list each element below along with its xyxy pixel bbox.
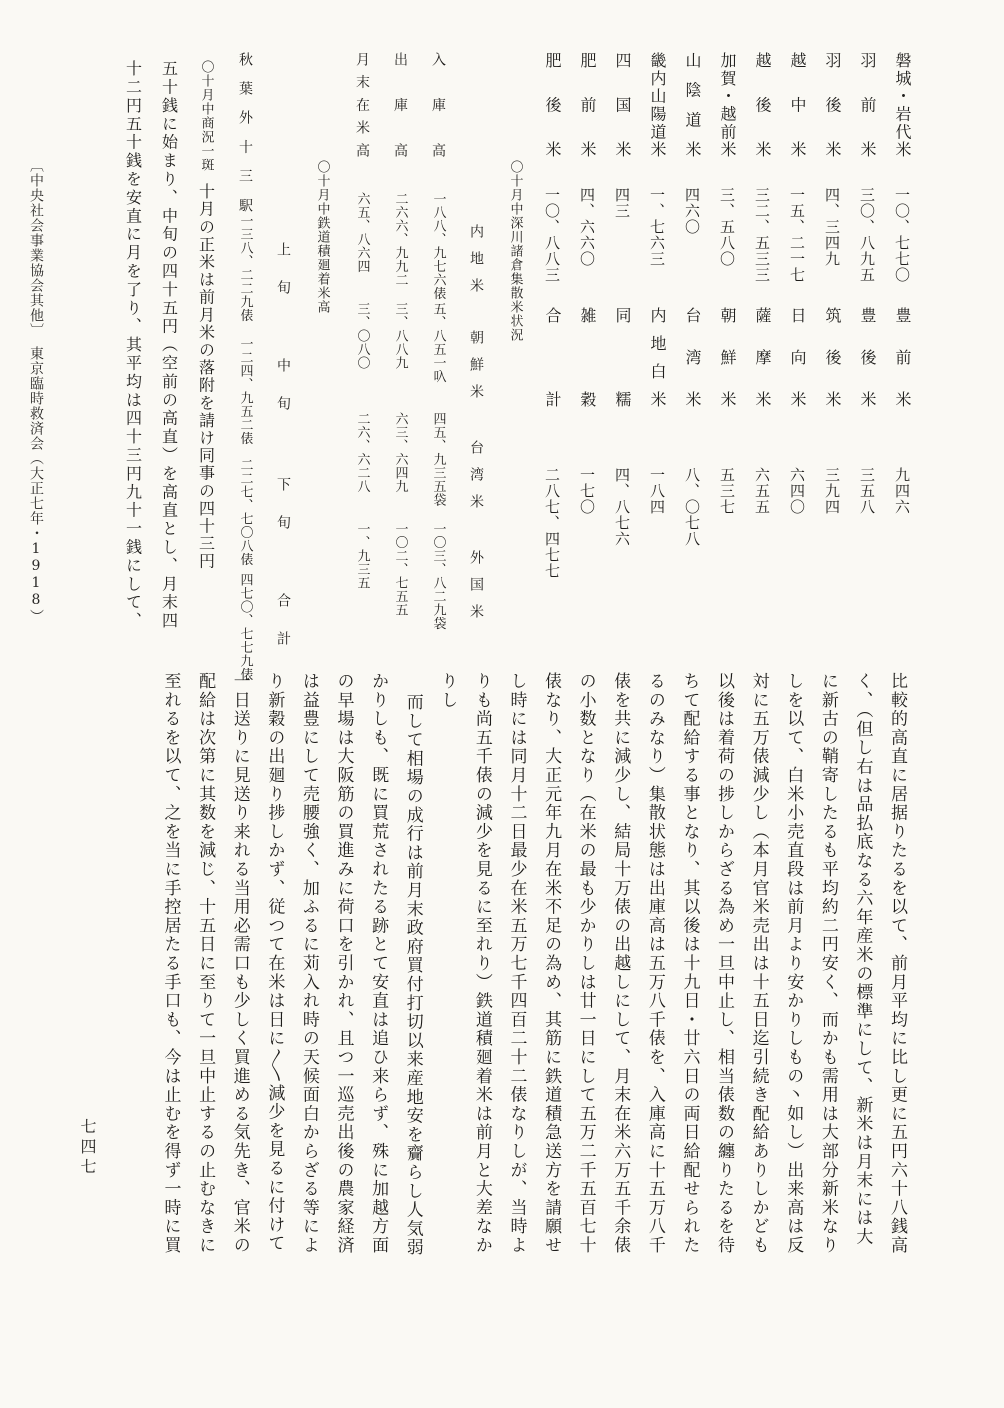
rice-name: 合計 [543, 307, 562, 475]
fukagawa-metric-column [343, 52, 381, 742]
rice-value: 五三七 [718, 467, 736, 515]
upper-statistics-section [115, 52, 920, 742]
metric-value: 六三、六四九 [392, 412, 408, 493]
rice-table-column [780, 52, 815, 742]
rice-value: 四、六六〇 [578, 187, 596, 267]
period-label: 上旬 [275, 242, 291, 318]
lower-text-section [149, 672, 910, 1372]
station-label: 秋葉外十三駅 [237, 52, 253, 228]
commodity-label: 台湾米 [468, 440, 484, 521]
rice-name: 肥後米 [543, 52, 562, 186]
rice-value: 四六〇 [683, 187, 701, 235]
text-line: 対に五万俵減少し（本月官米売出は十五日迄引続き配給ありしかども [748, 672, 769, 1255]
railway-period-header-column [265, 52, 301, 742]
rice-table-column [850, 52, 885, 742]
fukagawa-metric-column [419, 52, 457, 742]
metric-value: 三、〇八〇 [354, 302, 370, 370]
rice-value: 六四〇 [788, 467, 806, 515]
metric-value: 二六、六二八 [354, 412, 370, 493]
text-line: 至れるを以て、之を当に手控居たる手口も、今は止むを得ず一時に買 [160, 672, 181, 1255]
text-line: 以後は着荷の捗しからざる為め一旦中止し、相当俵数の纏りたるを待 [714, 672, 735, 1255]
rice-table-column [640, 52, 675, 742]
page-number: 七四七 [78, 1118, 97, 1178]
rice-value: 一、七六三 [648, 187, 666, 267]
commodity-label: 内地米 [468, 224, 484, 305]
market-report-text-column [151, 52, 187, 742]
text-line: り新穀の出廻り捗しかず、従つて在米は日に〱減少を見るに付けて [264, 672, 285, 1253]
metric-value: 一、九三五 [354, 522, 370, 590]
metric-value: 三、八八九 [392, 302, 408, 370]
text-line: し時には同月十二日最少在米五万七千四百二十二俵なりしが、当時よ [506, 672, 527, 1255]
text-line: しを以て、白米小売直段は前月より安かりしもの丶如し）出来高は反 [783, 672, 804, 1255]
metric-value: 一〇二、七五五 [392, 522, 408, 617]
section-title: 〇十月中鉄道積廻着米高 [314, 160, 330, 314]
rice-value: 三二、五三三 [753, 187, 771, 283]
rice-name: 薩摩米 [753, 307, 772, 433]
rice-name: 豊前米 [893, 307, 912, 433]
text-line: の小数となり（在米の最も少かりしは廿一日にして五万二千五百七十 [575, 672, 596, 1255]
rice-table-column [535, 52, 570, 742]
text-line: の早場は大阪筋の買進みに荷口を引かれ、且つ一巡売出後の農家経済 [333, 672, 354, 1255]
rice-table-column [675, 52, 710, 742]
metric-label: 月末在米高 [354, 52, 370, 166]
metric-value: 四五、九三五袋 [430, 412, 446, 507]
rice-name: 内地白米 [648, 307, 667, 419]
report-text-line: 五十銭に始まり、中旬の四十五円（空前の高直）を高直とし、月末四 [159, 60, 179, 631]
railway-value: 二二七、七〇八俵 [237, 458, 253, 566]
text-line: に新古の鞘寄したるも平均約二円安く、而かも需用は大部分新米なり [817, 672, 838, 1255]
rice-name: 磐城・岩代米 [893, 52, 912, 159]
metric-value: 一〇三、八二九袋 [430, 522, 446, 630]
metric-value: 五、八五一叺 [430, 302, 446, 383]
metric-label: 入庫高 [430, 52, 446, 189]
rice-name: 四国米 [613, 52, 632, 186]
text-line: 比較的高直に居据りたるを以て、前月平均に比し更に五円六十八銭高 [887, 672, 907, 1255]
fukagawa-commodity-header-column [457, 52, 495, 742]
rice-name: 羽前米 [858, 52, 877, 186]
metric-value: 一八八、九七六俵 [430, 192, 446, 300]
rice-value: 八、〇七八 [683, 467, 701, 547]
rice-value: 九四六 [893, 467, 911, 515]
rice-value: 六五五 [753, 467, 771, 515]
text-line: 俵を共に減少し、結局十万俵の出越しにして、月末在米六万五千余俵 [610, 672, 631, 1255]
fukagawa-section-title-column [495, 52, 535, 742]
rice-name: 越後米 [753, 52, 772, 186]
rice-name: 肥前米 [578, 52, 597, 186]
source-note: 〔中央社会事業協会其他〕 東京臨時救済会（大正七年・1918） [28, 158, 44, 624]
railway-data-column [225, 52, 265, 742]
text-line: 配給は次第に其数を減じ、十五日に至りて一旦中止するの止むなきに [195, 672, 216, 1255]
rice-table-column [605, 52, 640, 742]
railway-value: 四七〇、七七九俵 [237, 573, 253, 681]
railway-value: 一三八、二二九俵 [237, 214, 253, 322]
rice-value: 三〇、八九五 [858, 187, 876, 283]
market-report-title-column [187, 52, 225, 742]
text-line: りし [437, 672, 458, 710]
text-line: は益豊にして売腰強く、加ふるに苅入れ時の天候面白からざる等によ [298, 672, 319, 1255]
report-text-line: 十月の正米は前月米の落附を請け同事の四十三円 [196, 183, 216, 571]
rice-name: 畿内山陽道米 [648, 52, 667, 159]
rice-value: 四、八七六 [613, 467, 631, 547]
text-line: 俵なり、大正元年九月在米不足の為め、其筋に鉄道積急送方を請願せ [541, 672, 562, 1255]
rice-name: 加賀・越前米 [718, 52, 737, 159]
rice-name: 豊後米 [858, 307, 877, 433]
rice-name: 台湾米 [683, 307, 702, 433]
rice-name: 朝鮮米 [718, 307, 737, 433]
text-line: 而して相場の成行は前月末政府買付打切以来産地安を齎らし人気弱 [402, 693, 423, 1257]
text-line: るのみなり）集散状態は出庫高は五万八千俵を、入庫高に十五万八千 [644, 672, 665, 1255]
metric-value: 二六六、九九二 [392, 192, 408, 287]
rice-name: 同糯 [613, 307, 632, 475]
rice-value: 三九四 [823, 467, 841, 515]
commodity-label: 外国米 [468, 550, 484, 631]
period-label: 合計 [275, 593, 291, 669]
rice-table-column [570, 52, 605, 742]
rice-name: 山陰道米 [683, 52, 702, 171]
rice-value: 四三 [613, 187, 631, 219]
period-label: 下旬 [275, 477, 291, 553]
rice-value: 三五八 [858, 467, 876, 515]
text-line: く、（但し右は品払底なる六年産米の標準にして、新米は月末には大 [852, 672, 873, 1247]
text-line: 一日送りに見送り来れる当用必需口も少しく買進める気先き、官米の [229, 672, 250, 1255]
rice-name: 越中米 [788, 52, 807, 186]
rice-table-column [815, 52, 850, 742]
rice-name: 日向米 [788, 307, 807, 433]
rice-value: 一〇、八八三 [543, 187, 561, 283]
rice-value: 四、三四九 [823, 187, 841, 267]
commodity-label: 朝鮮米 [468, 330, 484, 411]
railway-section-title-column [301, 52, 343, 742]
text-line: ちて配給する事となり、其以後は十九日・廿六日の両日給配せられた [679, 672, 700, 1255]
rice-name: 羽後米 [823, 52, 842, 186]
rice-value: 二八七、四七七 [543, 467, 561, 579]
section-title: 〇十月中深川諸倉集散米状況 [507, 160, 523, 342]
section-title: 〇十月中商況一斑 [198, 60, 214, 172]
rice-name: 雑穀 [578, 307, 597, 475]
period-label: 中旬 [275, 358, 291, 434]
rice-name: 筑後米 [823, 307, 842, 433]
railway-value: 一二四、九五二俵 [237, 337, 253, 445]
rice-value: 一五、二一七 [788, 187, 806, 283]
market-report-text-column [115, 52, 151, 742]
report-text-line: 十二円五十銭を安直に月を了り、其平均は四十三円九十一銭にして、 [123, 60, 143, 631]
rice-value: 三、五八〇 [718, 187, 736, 267]
text-line: りも尚五千俵の減少を見るに至れり）鉄道積廻着米は前月と大差なか [471, 672, 492, 1255]
fukagawa-metric-column [381, 52, 419, 742]
text-line: かりしも、既に買荒されたる跡とて安直は追ひ来らず、殊に加越方面 [368, 672, 389, 1255]
rice-table-column [745, 52, 780, 742]
rice-value: 一八四 [648, 467, 666, 515]
rice-table-column [885, 52, 920, 742]
metric-value: 六五、八六四 [354, 192, 370, 273]
rice-value: 一〇、七七〇 [893, 187, 911, 283]
rice-table-column [710, 52, 745, 742]
rice-value: 一七〇 [578, 467, 596, 515]
metric-label: 出庫高 [392, 52, 408, 189]
